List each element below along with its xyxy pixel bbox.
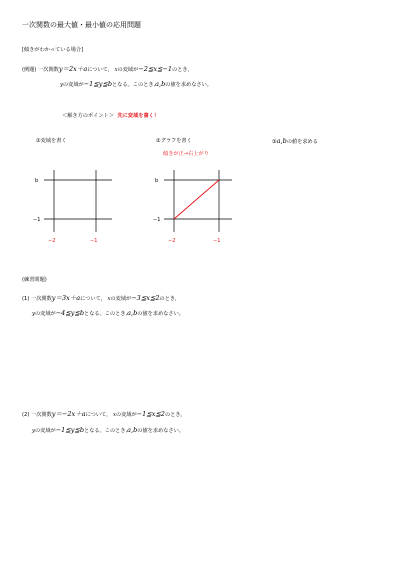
example-text: の変域が	[117, 67, 139, 73]
q1-text: の変域が	[34, 311, 56, 317]
example-text: となる。このとき,	[112, 82, 156, 88]
example-text: のとき，	[172, 67, 193, 73]
step-2-label: ②グラフを書く	[156, 138, 192, 144]
q1-line-1	[22, 293, 180, 302]
q1-function: y＝3x＋a	[51, 294, 81, 302]
graph2-label-minus2-x: −2	[168, 238, 176, 244]
graph2-label-minus1-y: −1	[153, 217, 161, 223]
line-graph-2	[150, 166, 240, 246]
example-text: の変域が	[62, 82, 84, 88]
graph2-label-b: b	[155, 178, 159, 184]
function-line	[174, 180, 219, 219]
q2-text: について，	[85, 412, 112, 418]
q1-text: について，	[80, 296, 106, 302]
page-title: 一次関数の最大値・最小値の応用問題	[22, 21, 141, 29]
q1-text: の変域が	[110, 296, 132, 302]
example-function: y＝2x＋a	[58, 65, 88, 73]
q2-var-y: y	[32, 428, 35, 434]
step-3-prefix: ③	[272, 139, 277, 145]
q2-var-x: x	[112, 412, 116, 418]
example-text: 一次関数	[38, 67, 59, 73]
q1-ab: a,b	[127, 309, 138, 317]
graph1-label-minus1-y: −1	[33, 217, 41, 223]
domain-grid-graph-1	[30, 166, 120, 246]
section-heading-slope-known: [傾きがわかっている場合]	[22, 47, 84, 53]
q1-text: の値を求めなさい。	[137, 311, 184, 317]
points-header-text: ＜解き方のポイント＞	[62, 113, 114, 119]
q1-line-2	[32, 309, 184, 317]
q1-text: のとき，	[159, 296, 181, 302]
q2-text: となる。このとき,	[84, 428, 128, 434]
section-heading-practice: (練習問題)	[22, 277, 47, 283]
graph2-label-minus1-x: −1	[213, 238, 221, 244]
example-text: の値を求めなさい。	[165, 82, 212, 88]
q2-line-2	[32, 426, 184, 434]
q1-text: となる。このとき,	[84, 311, 128, 317]
q2-text: の値を求めなさい。	[137, 428, 184, 434]
q1-text: 一次関数	[31, 296, 52, 302]
step-3-ab: a,b	[276, 137, 287, 145]
example-x-range: −2≦x≦−1	[138, 65, 173, 73]
slope-note: 傾きが正→右上がり	[163, 151, 209, 157]
example-line-2	[60, 80, 212, 88]
q2-function: y＝−2x＋a	[51, 410, 86, 418]
step-3-text: の値を求める	[286, 139, 318, 145]
example-text: について，	[87, 67, 113, 73]
q1-var-x: x	[107, 296, 111, 302]
q2-text: の変域が	[115, 412, 137, 418]
example-ab: a,b	[155, 80, 166, 88]
q2-text: の変域が	[34, 428, 56, 434]
q2-ab: a,b	[127, 426, 138, 434]
q2-text: 一次関数	[31, 412, 52, 418]
q1-label: (1)	[22, 296, 30, 302]
q1-y-range: −4≦y≦b	[55, 309, 85, 317]
step-3-label	[272, 137, 318, 145]
example-line-1	[22, 64, 193, 73]
example-var-y: y	[60, 82, 63, 88]
graph1-label-minus2-x: −2	[48, 238, 56, 244]
points-header-red: 先に変域を書く！	[117, 113, 160, 119]
example-var-x: x	[114, 67, 118, 73]
step-1-label: ①変域を書く	[36, 138, 67, 144]
q1-var-y: y	[32, 311, 35, 317]
q2-y-range: −1≦y≦b	[55, 426, 85, 434]
q2-line-1	[22, 409, 186, 418]
q2-label: (2)	[22, 412, 30, 418]
q2-x-range: −1≦x≦2	[136, 410, 165, 418]
q1-x-range: −3≦x≦2	[131, 294, 160, 302]
points-header	[62, 112, 159, 119]
example-y-range: −1≦y≦b	[83, 80, 113, 88]
graph1-label-b: b	[35, 178, 39, 184]
q2-text: のとき，	[164, 412, 186, 418]
graph1-label-minus1-x: −1	[90, 238, 98, 244]
example-label: (例題)	[22, 67, 37, 73]
